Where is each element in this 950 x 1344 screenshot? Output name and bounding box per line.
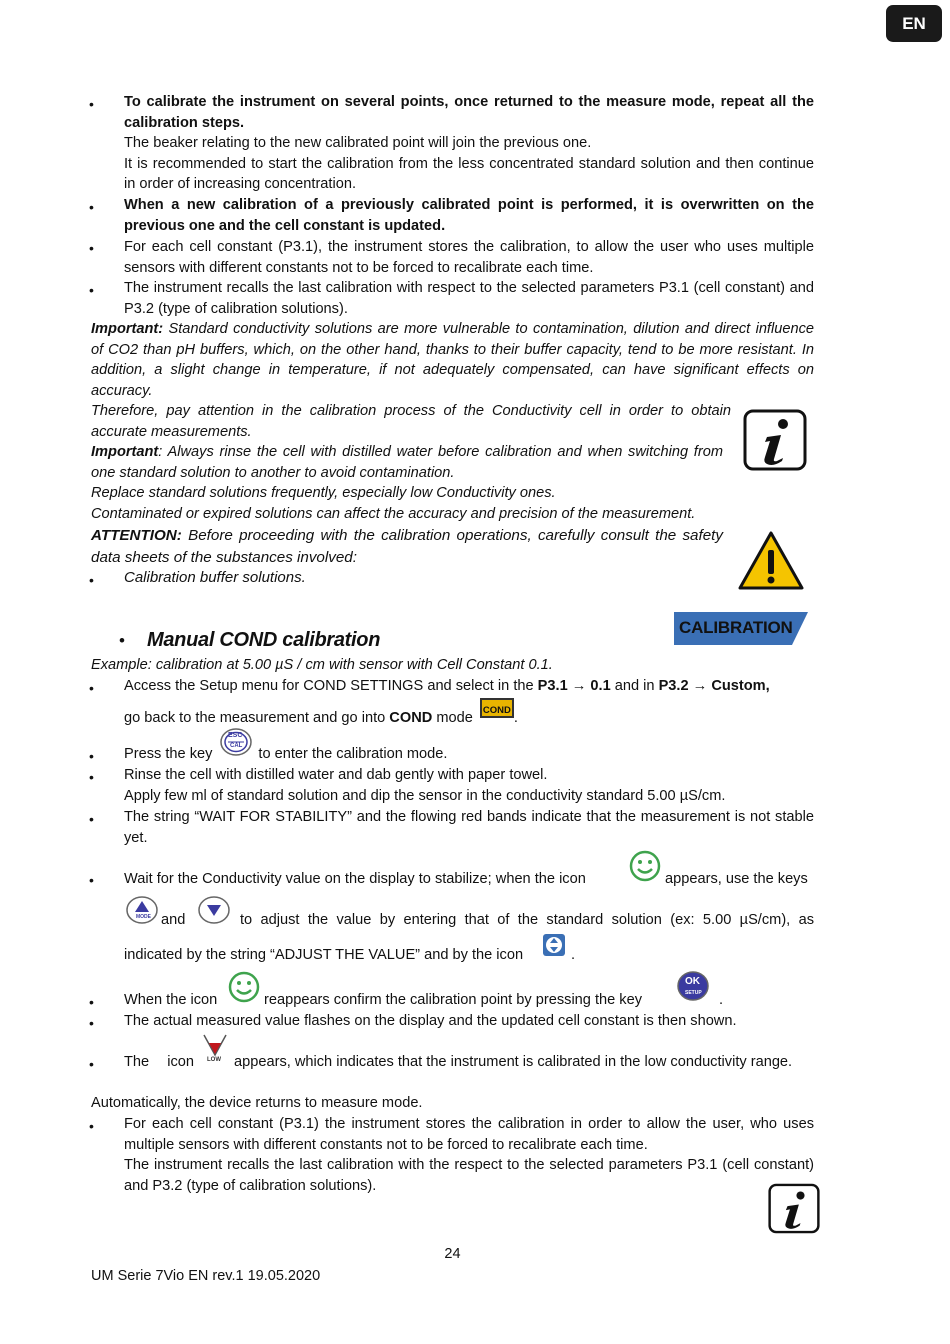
adjust-value-icon — [542, 933, 566, 961]
list-item — [124, 1052, 814, 1073]
step-text: to enter the calibration mode. — [258, 746, 448, 762]
contaminated-note — [91, 504, 731, 525]
step-text: Wait for the Conductivity value on the display to stabilize; when the icon — [124, 871, 586, 887]
list-item — [124, 92, 814, 195]
step-text: appears, which indicates that the instrument is calibrated in the low conductivity range. — [234, 1054, 793, 1070]
important-note-2 — [91, 442, 723, 483]
list-item — [124, 990, 814, 1011]
mode-label: MODE — [136, 914, 151, 920]
bullet-text: The beaker relating to the new calibrated point will join the previous one. — [124, 135, 592, 152]
list-item — [124, 676, 814, 697]
important-label: Important — [91, 444, 159, 460]
step-text: mode — [432, 710, 473, 726]
step-text: When the icon — [124, 992, 218, 1008]
bullet-dot: • — [89, 282, 94, 298]
document-footer: UM Serie 7Vio EN rev.1 19.05.2020 — [91, 1268, 321, 1284]
step-text: Access the Setup menu for COND SETTINGS and select in the — [124, 678, 538, 694]
language-badge — [886, 5, 942, 42]
bullet-dot: • — [89, 680, 94, 696]
bullet-text-bold: To calibrate the instrument on several points, once returned to the measure mode, repeat all the calibration steps. — [124, 94, 814, 131]
bullet-dot: • — [89, 811, 94, 827]
list-item — [124, 278, 814, 319]
bullet-dot: • — [89, 1015, 94, 1031]
example-line — [91, 655, 814, 676]
list-item-continuation — [124, 704, 814, 729]
step-text: appears, use the keys — [665, 871, 808, 887]
bullet-dot: • — [89, 994, 94, 1010]
setup-label: SETUP — [685, 990, 702, 996]
important-text: Standard conductivity solutions are more vulnerable to contamination, dilution and direct influence of CO2 than pH buffers, which, on the other hand, thanks to their buffer capacity, tend to be more resistant. In addition, a slight change in temperature, if not adequately compensated, can have significant effects on accuracy. — [91, 321, 814, 399]
step-text: Press the key — [124, 746, 213, 762]
list-item — [124, 195, 814, 236]
bullet-dot: • — [89, 96, 94, 112]
cal-label: CAL — [230, 743, 243, 749]
important-text: : Always rinse the cell with distilled water before calibration and when switching from one standard solution to another to avoid contamination. — [91, 444, 723, 481]
step-text: The string “WAIT FOR STABILITY” and the flowing red bands indicate that the measurement is not stable yet. — [124, 809, 814, 846]
bullet-dot: • — [89, 769, 94, 785]
low-label: LOW — [207, 1057, 221, 1063]
esc-label: ESC — [228, 732, 243, 739]
mode-name: COND — [389, 710, 433, 726]
page-number: 24 — [444, 1246, 461, 1262]
attention-note — [91, 525, 723, 568]
step-text: The actual measured value flashes on the display and the updated cell constant is then shown. — [124, 1013, 737, 1029]
section-heading: Manual COND calibration — [147, 629, 381, 651]
list-item — [124, 744, 814, 765]
cond-badge-icon — [480, 698, 514, 718]
contaminated-text: Contaminated or expired solutions can affect the accuracy and precision of the measurement. — [91, 506, 696, 522]
param-p32: P3.2 — [658, 678, 689, 694]
list-item — [124, 807, 814, 848]
step-text: . — [719, 992, 724, 1008]
attention-bullet-text: Calibration buffer solutions. — [124, 569, 306, 586]
step-text: go back to the measurement and go into — [124, 710, 390, 726]
info-icon — [768, 1182, 820, 1239]
step-text: Rinse the cell with distilled water and dab gently with paper towel. — [124, 767, 548, 783]
step-text: to adjust the value by entering that of the standard solution (ex: 5.00 µS/cm), as — [240, 912, 814, 928]
bullet-text-bold: When a new calibration of a previously calibrated point is performed, it is overwritten on the previous one and the cell constant is updated. — [124, 197, 814, 234]
warning-icon — [737, 530, 805, 596]
bullet-dot: • — [89, 1056, 94, 1072]
important-label: Important: — [91, 321, 164, 337]
bullet-text: For each cell constant (P3.1), the instrument stores the calibration, to allow the user who uses multiple sensors with different constants not to be forced to recalibrate each time. — [124, 239, 814, 276]
bullet-text: It is recommended to start the calibration from the less concentrated standard solution and then continue in order of increasing concentration. — [124, 155, 814, 193]
up-key-icon — [125, 895, 159, 929]
list-item — [124, 237, 814, 278]
down-key-icon — [197, 895, 231, 929]
list-item — [124, 869, 814, 890]
bullet-dot: • — [119, 631, 125, 650]
step-text: The instrument recalls the last calibration with the respect to the selected parameters P3.1 (cell constant) and P3.2 (type of calibration solutions). — [124, 1157, 814, 1194]
param-value: 0.1 — [590, 678, 611, 694]
cond-badge-label: COND — [482, 705, 511, 716]
bullet-dot: • — [89, 748, 94, 764]
step-text: For each cell constant (P3.1) the instrument stores the calibration in order to allow the user, who uses multiple sensors with different constants not to be forced to recalibrate each time. — [124, 1116, 814, 1153]
arrow-glyph: → — [688, 678, 712, 694]
step-text: indicated by the string “ADJUST THE VALUE” and by the icon — [124, 947, 524, 963]
param-p31: P3.1 — [537, 678, 568, 694]
param-value: Custom, — [711, 678, 770, 694]
ok-label: OK — [685, 976, 700, 987]
bullet-dot: • — [89, 872, 94, 888]
info-icon — [743, 409, 807, 475]
replace-text: Replace standard solutions frequently, especially low Conductivity ones. — [91, 485, 556, 501]
bullet-dot: • — [89, 199, 94, 215]
important-note — [91, 319, 814, 401]
step-text: and — [161, 912, 186, 928]
step-text: . — [571, 947, 576, 963]
bullet-dot: • — [89, 240, 94, 256]
attention-text: Before proceeding with the calibration operations, carefully consult the safety data sheets of the substances involved: — [91, 527, 723, 566]
list-item — [124, 568, 814, 589]
step-text: The icon — [124, 1054, 194, 1070]
step-text: and in — [610, 678, 659, 694]
bullet-dot: • — [89, 1118, 94, 1134]
bullet-dot: • — [89, 572, 94, 588]
list-item — [124, 1011, 814, 1032]
auto-return-line — [91, 1093, 814, 1114]
replace-note — [91, 483, 731, 504]
language-label: EN — [902, 13, 926, 33]
calibration-banner-label: CALIBRATION — [679, 618, 793, 637]
arrow-glyph: → — [567, 678, 591, 694]
step-text: . — [513, 710, 518, 726]
list-item — [124, 765, 814, 806]
therefore-note — [91, 401, 731, 442]
example-text: Example: calibration at 5.00 µS / cm with sensor with Cell Constant 0.1. — [91, 657, 553, 673]
bullet-text: The instrument recalls the last calibration with respect to the selected parameters P3.1 (cell constant) and P3.2 (type of calibration solutions). — [124, 280, 814, 317]
list-item — [124, 1114, 814, 1196]
calibration-banner — [674, 612, 808, 645]
step-text: reappears confirm the calibration point by pressing the key — [264, 992, 643, 1008]
therefore-text: Therefore, pay attention in the calibration process of the Conductivity cell in order to obtain accurate measurements. — [91, 403, 731, 440]
step-text: Apply few ml of standard solution and dip the sensor in the conductivity standard 5.00 µS/cm. — [124, 787, 726, 804]
attention-label: ATTENTION: — [91, 527, 182, 544]
list-item-continuation — [124, 945, 814, 966]
auto-return-text: Automatically, the device returns to measure mode. — [91, 1095, 423, 1111]
